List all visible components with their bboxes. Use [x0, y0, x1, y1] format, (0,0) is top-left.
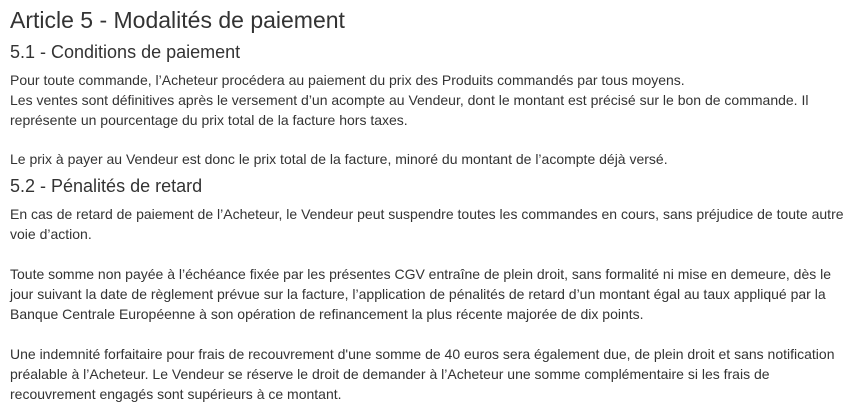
- paragraph-conditions-1: [10, 70, 844, 130]
- article-title: Article 5 - Modalités de paiement: [10, 7, 345, 33]
- paragraph-penalites-3: Une indemnité forfaitaire pour frais de recouvrement d'une somme de 40 euros sera également due, de plein droit et sans notification préalable à l’Acheteur. Le Vendeur se réserve le droit de demander à l’Acheteur une somme complémentaire si les frais de recouvrement engagés sont supérieurs à ce montant.: [10, 346, 835, 402]
- section-title-conditions: 5.1 - Conditions de paiement: [10, 42, 241, 62]
- paragraph-line: Les ventes sont définitives après le versement d’un acompte au Vendeur, dont le montant est précisé sur le bon de commande. Il représente un pourcentage du prix total de la facture hors taxes.: [10, 92, 809, 128]
- paragraph-conditions-2: Le prix à payer au Vendeur est donc le prix total de la facture, minoré du montant de l’acompte déjà versé.: [10, 151, 668, 167]
- paragraph-penalites-2: Toute somme non payée à l’échéance fixée par les présentes CGV entraîne de plein droit, sans formalité ni mise en demeure, dès le jour suivant la date de règlement prévue sur la facture, l’application de pénalités de retard d’un montant égal au taux appliqué par la Banque Centrale Européenne à son opération de refinancement la plus récente majorée de dix points.: [10, 266, 832, 322]
- paragraph-penalites-1: En cas de retard de paiement de l’Acheteur, le Vendeur peut suspendre toutes les commandes en cours, sans préjudice de toute autre voie d’action.: [10, 206, 844, 242]
- paragraph-line: Pour toute commande, l’Acheteur procédera au paiement du prix des Produits commandés par tous moyens.: [10, 72, 685, 88]
- section-title-penalites: 5.2 - Pénalités de retard: [10, 176, 203, 196]
